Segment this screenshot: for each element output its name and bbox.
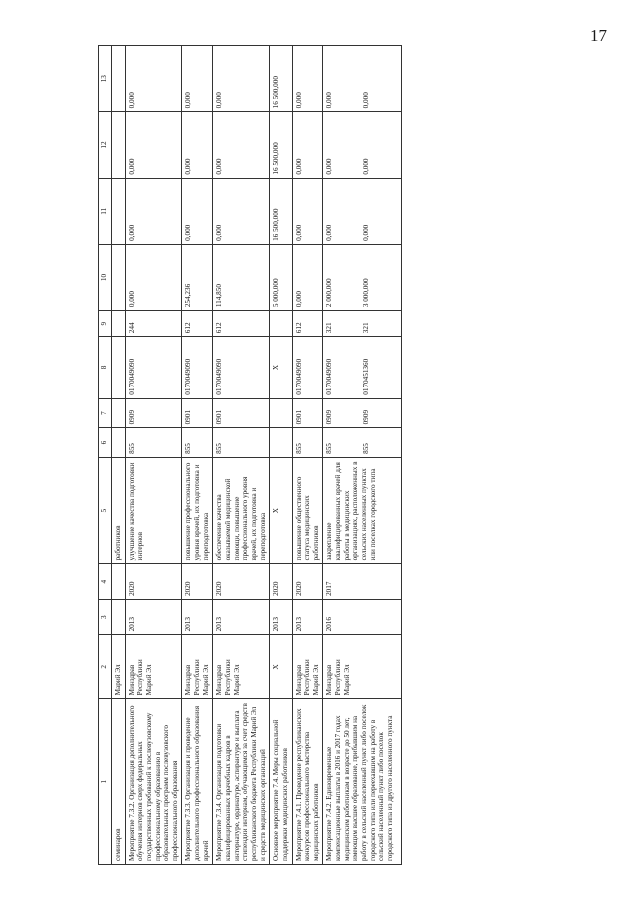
cell-measure: Мероприятие 7.3.3. Организация и проведение дополнительного профессионального образования врачей	[182, 699, 213, 865]
cell-line: 321	[325, 322, 334, 334]
cell-end-year: 2017	[323, 564, 401, 600]
cell-line: 855	[362, 443, 371, 454]
cell-start-year: 2013	[270, 599, 292, 635]
cell-amount-3: 0,000	[182, 112, 213, 178]
cell-target-article	[323, 337, 401, 399]
cell-amount-4: 0,000	[292, 46, 323, 112]
cell-amount-1: 114,850	[213, 244, 270, 310]
cell-amount-4	[323, 46, 401, 112]
cell-amount-1	[112, 244, 126, 310]
col-header: 13	[99, 46, 112, 112]
cell-measure: семинаров	[112, 699, 126, 865]
cell-grbs: 855	[292, 428, 323, 458]
col-header: 3	[99, 599, 112, 635]
cell-measure: Мероприятие 7.3.4. Организация подготовки квалифицированных врачебных кадров в интернатуре, ординатуре, аспирантуре и выплата стипендии интернам, обучающимся за счет средств республиканского бюджета Республики Марий Эл и средств медицинских организаций	[213, 699, 270, 865]
col-header: 6	[99, 428, 112, 458]
cell-line: 0,000	[325, 92, 334, 109]
cell-line: 0,000	[362, 224, 371, 241]
program-table	[98, 45, 402, 865]
cell-amount-3: 16 500,000	[270, 112, 292, 178]
cell-section	[323, 398, 401, 428]
cell-amount-2: 0,000	[292, 178, 323, 244]
col-header: 4	[99, 564, 112, 600]
col-header: 9	[99, 311, 112, 337]
cell-amount-3: 0,000	[292, 112, 323, 178]
cell-expense-type: 244	[125, 311, 182, 337]
col-header: 2	[99, 635, 112, 699]
cell-result: X	[270, 457, 292, 564]
cell-line: 2 000,000	[325, 278, 334, 308]
cell-executor: Минздрав Республики Марий Эл	[125, 635, 182, 699]
cell-measure: Основное мероприятие 7.4. Меры социальной поддержки медицинских работников	[270, 699, 292, 865]
cell-amount-4: 16 500,000	[270, 46, 292, 112]
cell-expense-type: 612	[292, 311, 323, 337]
cell-executor: Минздрав Республики Марий Эл	[323, 635, 401, 699]
cell-amount-3: 0,000	[213, 112, 270, 178]
cell-result: закрепление квалифицированных врачей для работы в медицинских организациях, расположенных в сельских населенных пунктах или поселках городского типа	[323, 457, 401, 564]
table-row	[112, 46, 126, 865]
cell-line: 0,000	[362, 92, 371, 109]
cell-measure: Мероприятие 7.4.1. Проведение республиканских конкурсов профессионального мастерства медицинских работников	[292, 699, 323, 865]
cell-executor: Марий Эл	[112, 635, 126, 699]
cell-end-year: 2020	[292, 564, 323, 600]
cell-result: улучшение качества подготовки интернов	[125, 457, 182, 564]
cell-executor: Минздрав Республики Марий Эл	[213, 635, 270, 699]
cell-amount-2: 0,000	[182, 178, 213, 244]
cell-line: 0909	[362, 409, 371, 425]
cell-start-year: 2013	[125, 599, 182, 635]
table-row	[182, 46, 213, 865]
cell-line: 855	[325, 443, 334, 454]
cell-amount-2	[323, 178, 401, 244]
table-row	[270, 46, 292, 865]
cell-amount-4: 0,000	[125, 46, 182, 112]
cell-section	[270, 398, 292, 428]
cell-amount-3: 0,000	[125, 112, 182, 178]
page-number: 17	[590, 26, 607, 45]
cell-expense-type	[112, 311, 126, 337]
rotated-table-page	[98, 45, 618, 865]
cell-section: 0901	[292, 398, 323, 428]
cell-start-year: 2013	[213, 599, 270, 635]
cell-start-year: 2013	[292, 599, 323, 635]
cell-expense-type	[270, 311, 292, 337]
col-header: 7	[99, 398, 112, 428]
cell-amount-1: 5 000,000	[270, 244, 292, 310]
cell-section: 0901	[213, 398, 270, 428]
header-row	[99, 46, 112, 865]
col-header: 10	[99, 244, 112, 310]
cell-target-article: X	[270, 337, 292, 399]
cell-executor: Минздрав Республики Марий Эл	[182, 635, 213, 699]
cell-amount-3	[323, 112, 401, 178]
cell-line: 321	[362, 322, 371, 334]
cell-amount-1: 0,000	[292, 244, 323, 310]
cell-start-year: 2013	[182, 599, 213, 635]
cell-amount-2	[112, 178, 126, 244]
cell-line: 0,000	[325, 224, 334, 241]
table-row	[292, 46, 323, 865]
cell-section: 0909	[125, 398, 182, 428]
cell-line: 3 000,000	[362, 278, 371, 308]
cell-end-year: 2020	[125, 564, 182, 600]
cell-line: 0,000	[325, 158, 334, 175]
cell-amount-1	[323, 244, 401, 310]
cell-end-year: 2020	[182, 564, 213, 600]
cell-grbs	[112, 428, 126, 458]
cell-line: 0170451360	[362, 358, 371, 395]
cell-grbs: 855	[213, 428, 270, 458]
cell-amount-2: 0,000	[125, 178, 182, 244]
cell-grbs: 855	[125, 428, 182, 458]
cell-grbs: 855	[182, 428, 213, 458]
cell-amount-1: 0,000	[125, 244, 182, 310]
cell-end-year	[112, 564, 126, 600]
cell-target-article: 0170049090	[213, 337, 270, 399]
cell-grbs	[323, 428, 401, 458]
cell-result: обеспечение качества оказываемой медицинской помощи, повышение профессионального уровня врачей, их подготовка и переподготовка	[213, 457, 270, 564]
col-header: 11	[99, 178, 112, 244]
cell-expense-type: 612	[213, 311, 270, 337]
col-header: 1	[99, 699, 112, 865]
cell-line: 0909	[325, 409, 334, 425]
cell-amount-4: 0,000	[213, 46, 270, 112]
cell-measure: Мероприятие 7.3.2. Организация дополнительного обучения интернов сверх федеральных государственных требований к послевузовскому профессиональному образованию в образовательных программ послевузовского профессионального образования	[125, 699, 182, 865]
col-header: 8	[99, 337, 112, 399]
table-row	[323, 46, 401, 865]
cell-expense-type	[323, 311, 401, 337]
cell-end-year: 2020	[213, 564, 270, 600]
cell-target-article: 0170049090	[182, 337, 213, 399]
cell-amount-1: 254,236	[182, 244, 213, 310]
table-row	[125, 46, 182, 865]
cell-result: работников	[112, 457, 126, 564]
cell-amount-2: 16 500,000	[270, 178, 292, 244]
cell-result: повышение общественного статуса медицинских работников	[292, 457, 323, 564]
cell-executor: X	[270, 635, 292, 699]
cell-amount-4: 0,000	[182, 46, 213, 112]
cell-line: 0,000	[362, 158, 371, 175]
table-row	[213, 46, 270, 865]
cell-expense-type: 612	[182, 311, 213, 337]
cell-start-year	[112, 599, 126, 635]
cell-line: 0170049090	[325, 358, 334, 395]
cell-amount-4	[112, 46, 126, 112]
cell-result: повышение профессионального уровня врачей, их подготовка и переподготовка	[182, 457, 213, 564]
cell-end-year: 2020	[270, 564, 292, 600]
col-header: 12	[99, 112, 112, 178]
cell-target-article	[112, 337, 126, 399]
cell-measure: Мероприятие 7.4.2. Единовременные компенсационные выплаты в 2016 и 2017 годах медицинским работникам в возрасте до 50 лет, имеющим высшее образование, прибывшим на работу в сельский населенный пункт либо поселок городского типа или переехавшим на работу в сельский населенный пункт либо поселок городского типа из другого населенного пункта	[323, 699, 401, 865]
cell-target-article: 0170049090	[125, 337, 182, 399]
cell-start-year: 2016	[323, 599, 401, 635]
cell-amount-2: 0,000	[213, 178, 270, 244]
cell-section	[112, 398, 126, 428]
cell-amount-3	[112, 112, 126, 178]
cell-executor: Минздрав Республики Марий Эл	[292, 635, 323, 699]
cell-section: 0901	[182, 398, 213, 428]
col-header: 5	[99, 457, 112, 564]
cell-target-article: 0170049090	[292, 337, 323, 399]
cell-grbs	[270, 428, 292, 458]
